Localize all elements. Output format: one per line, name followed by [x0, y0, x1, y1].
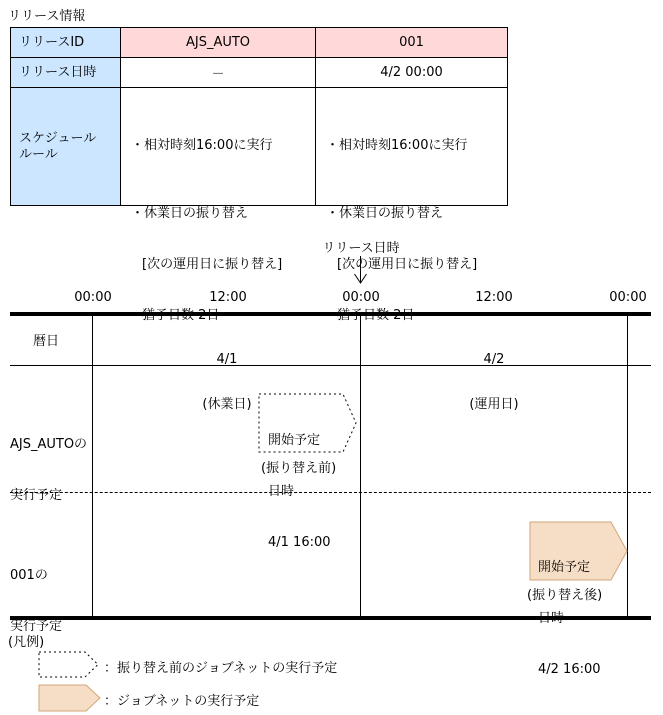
box-text-line: 4/1 16:00 — [268, 535, 331, 550]
release-datetime-pointer-label: リリース日時 — [322, 241, 400, 256]
box-text-line: 日時 — [268, 484, 295, 499]
legend-dotted-plan-icon — [38, 651, 100, 678]
timeline-grid-line — [360, 316, 361, 618]
release-id-row-header-label: リリースID — [19, 34, 85, 50]
planned-start-text-before-shift — [268, 398, 331, 585]
planned-start-text-after-shift — [538, 525, 601, 712]
day-cell-4-1 — [202, 322, 251, 442]
rule-line: ・休業日の振り替え — [326, 206, 444, 221]
row-label-line: 実行予定 — [10, 619, 63, 634]
rule-line: [次の運用日に振り替え] — [142, 257, 283, 272]
row-label-ajs-auto — [10, 402, 87, 538]
row-label-line: 001の — [10, 568, 48, 583]
release-datetime-row-header — [11, 58, 121, 88]
time-tick: 00:00 — [74, 290, 112, 305]
time-tick: 00:00 — [342, 290, 380, 305]
rule-line: [次の運用日に振り替え] — [337, 257, 478, 272]
row-label-line: 実行予定 — [10, 488, 63, 503]
box-text-line: 開始予定 — [538, 560, 591, 575]
release-datetime-row-header-label: リリース日時 — [19, 64, 97, 80]
schedule-rule-row-header — [11, 88, 121, 206]
rule-line: ・相対時刻16:00に実行 — [131, 138, 273, 153]
release-info-table — [10, 27, 508, 272]
timeline-top-line — [10, 312, 651, 316]
time-tick: 12:00 — [475, 290, 513, 305]
box-text-line: 日時 — [538, 611, 565, 626]
day-type: (休業日) — [202, 397, 252, 412]
down-arrow-icon — [352, 256, 369, 286]
time-tick: 00:00 — [609, 290, 647, 305]
page-title: リリース情報 — [8, 9, 86, 24]
timeline-grid-line — [92, 316, 93, 618]
box-text-line: 開始予定 — [268, 433, 321, 448]
release-id-value-001: 001 — [316, 28, 508, 58]
release-id-value-ajs-auto: AJS_AUTO — [121, 28, 316, 58]
day-type: (運用日) — [469, 397, 519, 412]
calendar-row-label: 暦日 — [33, 334, 60, 349]
box-text-line: 4/2 16:00 — [538, 662, 601, 677]
calendar-row-divider — [10, 365, 651, 366]
day-date: 4/1 — [216, 352, 238, 367]
caption-before-shift: (振り替え前) — [261, 461, 337, 476]
schedule-rule-row-header-line1: スケジュール — [19, 130, 97, 146]
day-cell-4-2 — [469, 322, 518, 442]
release-datetime-value-001: 4/2 00:00 — [316, 58, 508, 88]
release-id-row-header — [11, 28, 121, 58]
rule-line: ・休業日の振り替え — [131, 206, 249, 221]
row-label-line: AJS_AUTOの — [10, 437, 88, 452]
time-tick: 12:00 — [209, 290, 247, 305]
day-date: 4/2 — [483, 352, 505, 367]
caption-after-shift: (振り替え後) — [527, 588, 603, 603]
schedule-rules-ajs-auto — [121, 88, 316, 272]
legend-item-label: ：ジョブネットの実行予定 — [104, 694, 260, 709]
schedule-rule-row-header-line2: ルール — [19, 146, 58, 162]
legend-plan-icon — [38, 684, 102, 712]
release-datetime-value-ajs-auto: － — [121, 58, 316, 88]
legend-item-label: ：振り替え前のジョブネットの実行予定 — [104, 661, 338, 676]
legend-title: (凡例) — [8, 635, 45, 650]
rule-line: ・相対時刻16:00に実行 — [326, 138, 468, 153]
